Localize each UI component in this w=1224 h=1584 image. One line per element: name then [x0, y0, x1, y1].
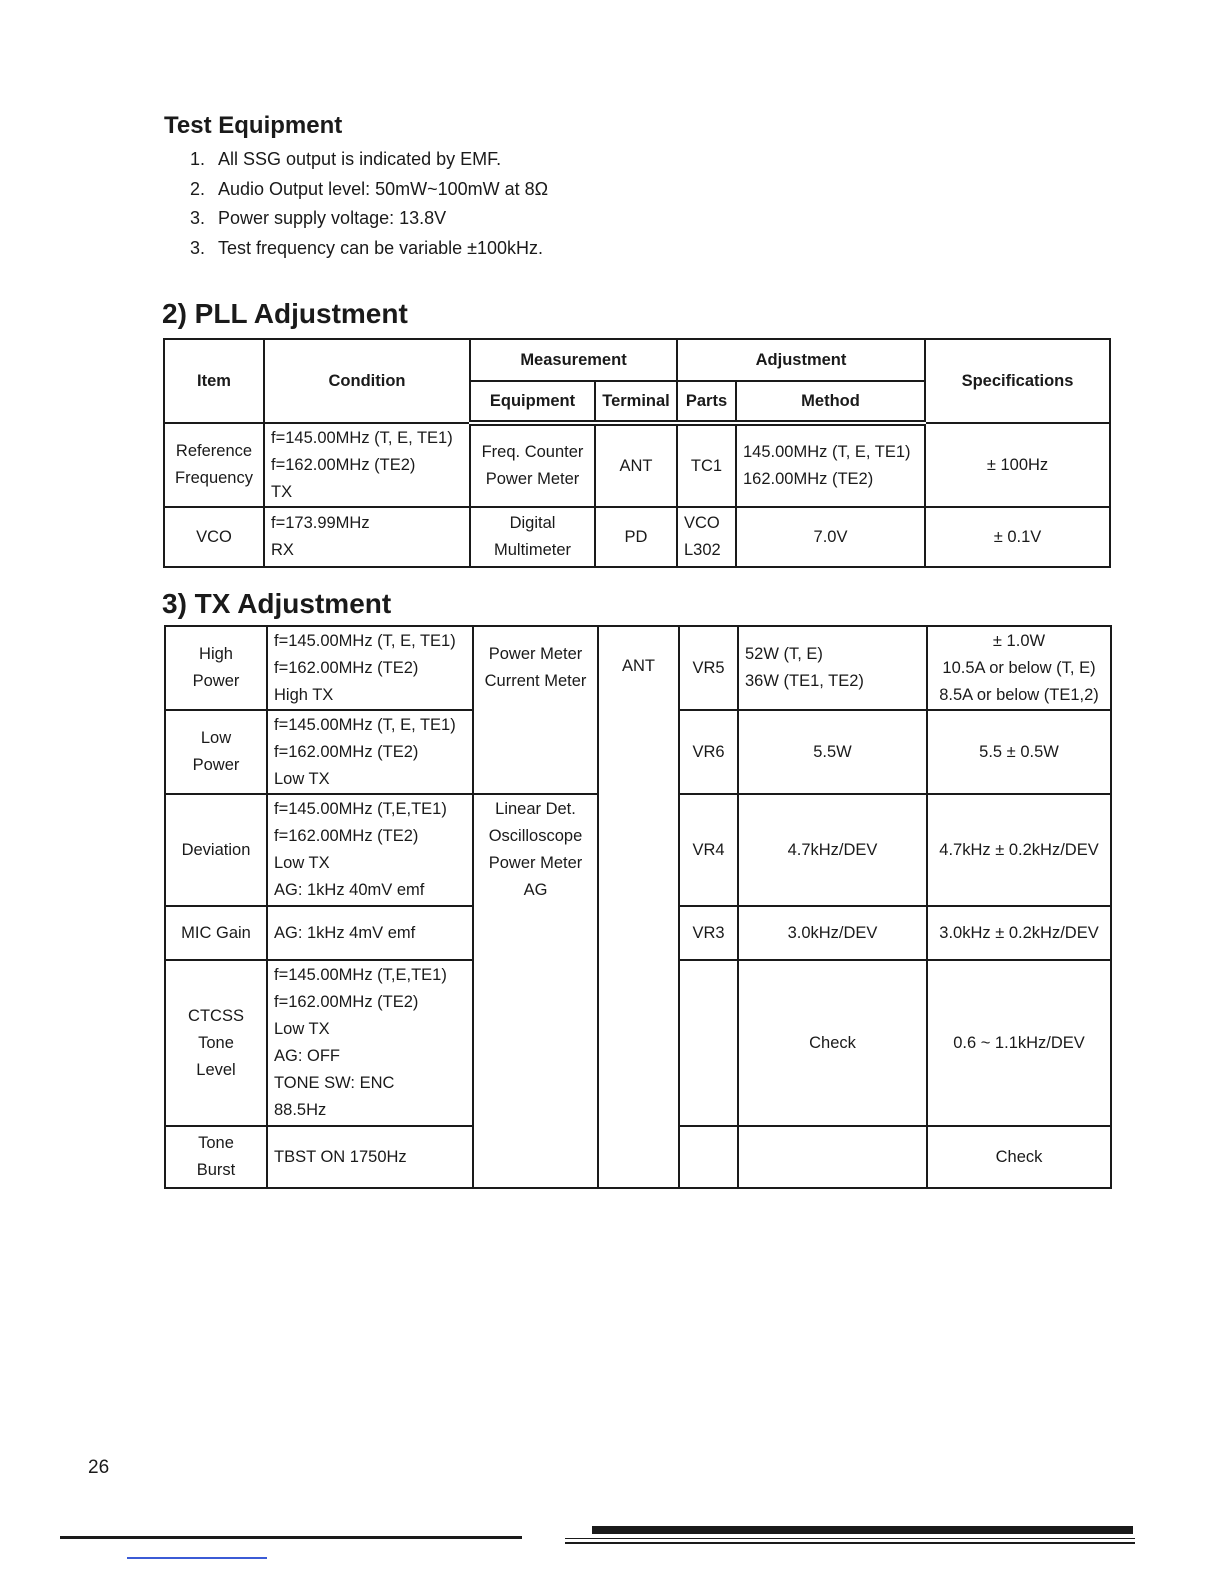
- table-row: [164, 507, 1110, 567]
- equipment-cell: Freq. Counter Power Meter: [470, 423, 595, 507]
- parts-cell: VCO L302: [677, 507, 736, 567]
- spec-cell: 0.6 ~ 1.1kHz/DEV: [927, 960, 1111, 1126]
- condition-cell: f=145.00MHz (T, E, TE1) f=162.00MHz (TE2) Low TX: [267, 710, 473, 794]
- item-cell: Tone Burst: [165, 1126, 267, 1188]
- item-cell: MIC Gain: [165, 906, 267, 960]
- table-row: [165, 626, 1111, 710]
- equipment-cell: [679, 1126, 738, 1188]
- header-equipment: Equipment: [470, 381, 595, 423]
- header-item: Item: [164, 339, 264, 423]
- method-cell: Check: [927, 1126, 1111, 1188]
- list-item: 2. Audio Output level: 50mW~100mW at 8Ω: [190, 178, 549, 199]
- condition-cell: f=145.00MHz (T, E, TE1) f=162.00MHz (TE2) TX: [264, 423, 470, 507]
- parts-cell: VR6: [679, 710, 738, 794]
- condition-cell: TBST ON 1750Hz: [267, 1126, 473, 1188]
- condition-cell: f=145.00MHz (T,E,TE1) f=162.00MHz (TE2) Low TX AG: OFF TONE SW: ENC 88.5Hz: [267, 960, 473, 1126]
- header-specifications: Specifications: [925, 339, 1110, 423]
- method-cell: 7.0V: [736, 507, 925, 567]
- test-equipment-heading: Test Equipment: [164, 112, 343, 139]
- header-adjustment: Adjustment: [677, 339, 925, 381]
- parts-cell: VR5: [679, 626, 738, 710]
- equipment-cell: Digital Multimeter: [470, 507, 595, 567]
- parts-cell: TC1: [677, 423, 736, 507]
- tx-adjustment-table: [164, 625, 1112, 1189]
- condition-cell: AG: 1kHz 4mV emf: [267, 906, 473, 960]
- tx-adjustment-heading: 3) TX Adjustment: [162, 588, 392, 619]
- parts-cell: [738, 1126, 927, 1188]
- equipment-cell: Power Meter Current Meter: [473, 626, 598, 794]
- list-item: 3. Test frequency can be variable ±100kHz.: [190, 237, 544, 258]
- item-cell: VCO: [164, 507, 264, 567]
- terminal-cell: ANT: [595, 423, 677, 507]
- method-cell: 5.5W: [738, 710, 927, 794]
- header-parts: Parts: [677, 381, 736, 423]
- item-cell: Reference Frequency: [164, 423, 264, 507]
- table-row: [164, 423, 1110, 507]
- spec-cell: ± 100Hz: [925, 423, 1110, 507]
- method-cell: 145.00MHz (T, E, TE1) 162.00MHz (TE2): [736, 423, 925, 507]
- parts-cell: VR3: [679, 906, 738, 960]
- footer-rule-thick: [592, 1526, 1133, 1534]
- footer-rule-thin: [565, 1538, 1135, 1539]
- item-cell: Deviation: [165, 794, 267, 906]
- item-cell: Low Power: [165, 710, 267, 794]
- terminal-cell: ANT: [598, 626, 679, 1188]
- header-method: Method: [736, 381, 925, 423]
- method-cell: Check: [738, 960, 927, 1126]
- list-item: 1. All SSG output is indicated by EMF.: [190, 149, 502, 169]
- spec-cell: 5.5 ± 0.5W: [927, 710, 1111, 794]
- footer-rule-left: [60, 1536, 522, 1539]
- footer-rule-blue: [127, 1557, 267, 1559]
- equipment-cell: Linear Det. Oscilloscope Power Meter AG: [473, 794, 598, 1188]
- spec-cell: ± 0.1V: [925, 507, 1110, 567]
- terminal-cell: PD: [595, 507, 677, 567]
- pll-adjustment-table: [163, 338, 1111, 568]
- condition-cell: f=173.99MHz RX: [264, 507, 470, 567]
- footer-rule-under: [565, 1542, 1135, 1544]
- page-number: 26: [88, 1457, 110, 1478]
- condition-cell: f=145.00MHz (T, E, TE1) f=162.00MHz (TE2) High TX: [267, 626, 473, 710]
- list-item: 3. Power supply voltage: 13.8V: [190, 208, 447, 228]
- header-terminal: Terminal: [595, 381, 677, 423]
- method-cell: 4.7kHz/DEV: [738, 794, 927, 906]
- test-equipment-list: [190, 145, 548, 263]
- item-cell: CTCSS Tone Level: [165, 960, 267, 1126]
- parts-cell: VR4: [679, 794, 738, 906]
- condition-cell: f=145.00MHz (T,E,TE1) f=162.00MHz (TE2) Low TX AG: 1kHz 40mV emf: [267, 794, 473, 906]
- spec-cell: 3.0kHz ± 0.2kHz/DEV: [927, 906, 1111, 960]
- method-cell: 3.0kHz/DEV: [738, 906, 927, 960]
- item-cell: High Power: [165, 626, 267, 710]
- spec-cell: 4.7kHz ± 0.2kHz/DEV: [927, 794, 1111, 906]
- method-cell: 52W (T, E) 36W (TE1, TE2): [738, 626, 927, 710]
- spec-cell: ± 1.0W 10.5A or below (T, E) 8.5A or below (TE1,2): [927, 626, 1111, 710]
- header-condition: Condition: [264, 339, 470, 423]
- pll-adjustment-heading: 2) PLL Adjustment: [162, 298, 408, 329]
- header-measurement: Measurement: [470, 339, 677, 381]
- parts-cell: [679, 960, 738, 1126]
